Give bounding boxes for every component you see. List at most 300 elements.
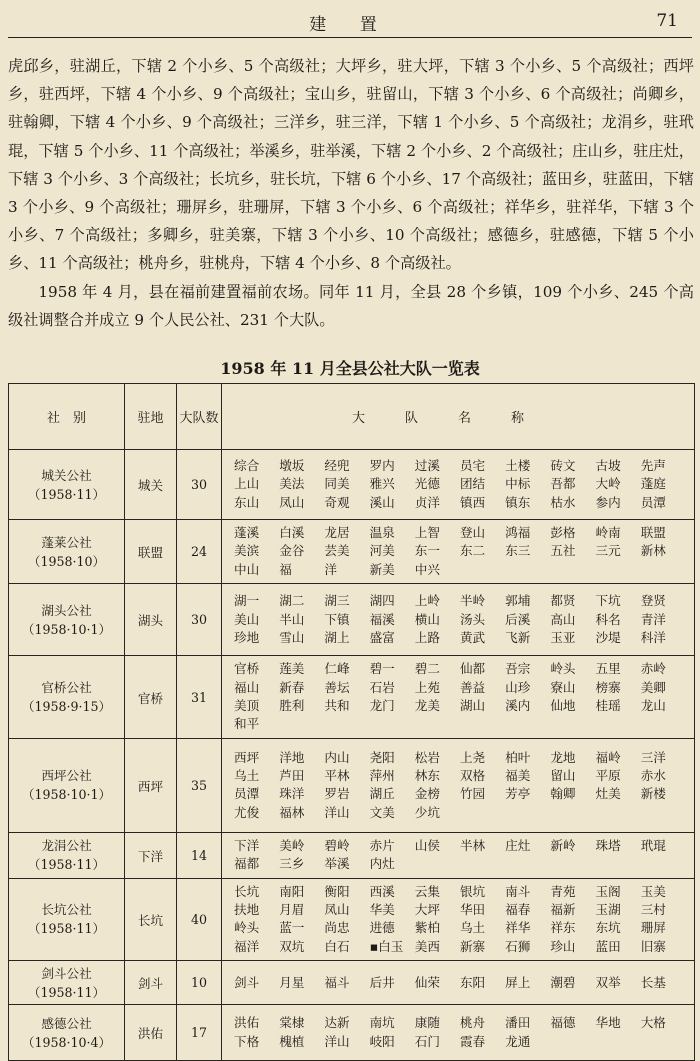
brigade-name: 湖三 bbox=[324, 593, 350, 609]
count-cell: 24 bbox=[177, 520, 222, 584]
brigade-name: 鸿福 bbox=[505, 525, 531, 540]
brigade-name: 云集 bbox=[414, 883, 440, 899]
paragraph: 虎邱乡，驻湖丘，下辖 2 个小乡、5 个高级社；大坪乡，驻大坪，下辖 3 个小乡、5 个高级社；西坪乡，驻西坪，下辖 4 个小乡、9 个高级社；宝山乡，驻留山，下辖 3 个小乡、6 个高级社；尚卿乡，驻翰卿，下辖 4 个小乡、9 个高级社；三洋乡，驻三洋，下辖 1 个小乡、5 个高级社；龙涓乡，驻玳琨，下辖 5 个小乡、11 个高级社；举溪乡，驻举溪，下辖 2 个小乡、2 个高级社；庄山乡，驻庄灶，下辖 3 个小乡、3 个高级社；长坑乡，驻长坑，下辖 6 个小乡、17 个高级社；蓝田乡，驻蓝田，下辖 3 个小乡、9 个高级社；珊屏乡，驻珊屏，下辖 3 个小乡、6 个高级社；祥华乡，驻祥华，下辖 3 个小乡、7 个高级社；多卿乡，驻美寨，下辖 3 个小乡、10 个高级社；感德乡，驻感德，下辖 5 个小乡、11 个高级社；桃舟乡，驻桃舟，下辖 4 个小乡、8 个高级社。 bbox=[8, 57, 694, 273]
brigade-name: 新美 bbox=[369, 561, 395, 577]
brigade-name: 吾宗 bbox=[505, 661, 531, 677]
brigade-table bbox=[8, 383, 695, 1061]
table-row bbox=[9, 961, 695, 1005]
running-title: 建 置 bbox=[309, 15, 391, 35]
brigade-name: 上路 bbox=[414, 629, 440, 645]
brigade-name: 罗内 bbox=[369, 457, 395, 473]
brigade-name: 竹园 bbox=[459, 786, 486, 802]
brigade-name: 平林 bbox=[324, 767, 350, 783]
brigades-cell bbox=[222, 878, 695, 961]
brigade-name: 三洋 bbox=[640, 749, 666, 765]
commune-date: （1958·11） bbox=[27, 921, 106, 937]
brigade-list bbox=[234, 883, 688, 957]
brigade-name: 松岩 bbox=[414, 749, 440, 765]
count-cell: 35 bbox=[177, 738, 222, 832]
brigade-name: 内山 bbox=[324, 749, 350, 765]
table-row bbox=[9, 1005, 695, 1061]
brigade-list bbox=[234, 1014, 688, 1051]
brigade-name: 中山 bbox=[234, 561, 260, 577]
brigade-list bbox=[234, 749, 688, 823]
brigade-name: 福 bbox=[279, 561, 292, 577]
brigade-name: 龙门 bbox=[369, 698, 395, 714]
brigade-name: 珍山 bbox=[550, 938, 576, 954]
seat-cell: 官桥 bbox=[125, 656, 177, 739]
brigade-name: 长坑 bbox=[234, 883, 260, 899]
brigade-name: 棠棣 bbox=[279, 1015, 305, 1031]
brigade-name: 上智 bbox=[414, 525, 440, 540]
commune-cell bbox=[9, 878, 125, 961]
brigade-name: 祥东 bbox=[550, 920, 576, 936]
brigade-name: 碧岭 bbox=[324, 837, 350, 853]
brigade-name: 翰卿 bbox=[550, 786, 576, 802]
brigade-name: 岐阳 bbox=[369, 1033, 395, 1049]
brigade-name: 灶美 bbox=[595, 786, 621, 802]
brigade-name: 银坑 bbox=[459, 883, 486, 899]
brigades-cell bbox=[222, 450, 695, 520]
brigade-name: 善益 bbox=[459, 679, 486, 695]
brigade-name: 下格 bbox=[234, 1033, 260, 1049]
brigade-name: 光德 bbox=[414, 476, 440, 492]
brigade-name: 河美 bbox=[369, 543, 395, 559]
brigade-name: 善坛 bbox=[324, 679, 350, 695]
brigade-name: 西溪 bbox=[369, 883, 395, 899]
brigade-name: 金谷 bbox=[279, 543, 305, 559]
brigade-name: 岭头 bbox=[550, 661, 576, 677]
brigade-name: 大岭 bbox=[595, 476, 621, 492]
brigade-name: 黄武 bbox=[459, 629, 486, 645]
brigade-name: 榜寨 bbox=[595, 679, 621, 695]
brigade-name: 枯水 bbox=[550, 494, 576, 510]
commune-cell bbox=[9, 584, 125, 656]
brigade-name: 奇观 bbox=[324, 494, 350, 510]
brigade-name: 蓬溪 bbox=[234, 525, 260, 540]
brigade-name: 寮山 bbox=[550, 679, 576, 695]
brigade-name: 尤俊 bbox=[234, 804, 260, 820]
brigade-name: 萍州 bbox=[369, 767, 395, 783]
brigade-name: 湖四 bbox=[369, 593, 395, 609]
brigade-name: 赤水 bbox=[640, 767, 666, 783]
brigade-name: 溪内 bbox=[505, 698, 531, 714]
brigade-name: 凤山 bbox=[324, 902, 350, 918]
brigade-name: 白溪 bbox=[279, 525, 305, 540]
brigade-name: 员宅 bbox=[459, 457, 486, 473]
table-row bbox=[9, 450, 695, 520]
brigade-name: 湖丘 bbox=[369, 786, 395, 802]
brigade-name: 仙都 bbox=[459, 661, 486, 677]
brigade-name: 东山 bbox=[234, 494, 260, 510]
commune-cell bbox=[9, 520, 125, 584]
header-count: 大队数 bbox=[177, 384, 222, 450]
brigade-name: 月星 bbox=[279, 974, 305, 990]
commune-date: （1958·10·4） bbox=[21, 1034, 112, 1050]
brigade-name: 雪山 bbox=[279, 629, 305, 645]
brigade-name: 桃舟 bbox=[459, 1015, 486, 1031]
brigade-name: 福洋 bbox=[234, 938, 260, 954]
body-text bbox=[8, 52, 694, 334]
brigade-name: 山珍 bbox=[505, 679, 531, 695]
brigade-name: 同美 bbox=[324, 476, 350, 492]
brigade-name: 青洋 bbox=[640, 611, 666, 627]
brigade-name: 文美 bbox=[369, 804, 395, 820]
commune-cell bbox=[9, 656, 125, 739]
brigade-name: 赤岭 bbox=[640, 661, 666, 677]
brigade-name: 员潭 bbox=[640, 494, 666, 510]
brigade-name: 紫柏 bbox=[414, 920, 440, 936]
header-seat: 驻地 bbox=[125, 384, 177, 450]
brigade-name: 土楼 bbox=[505, 457, 531, 473]
brigade-name: 珠塔 bbox=[595, 837, 621, 853]
brigade-name: 后溪 bbox=[505, 611, 531, 627]
brigade-name: 美卿 bbox=[640, 679, 666, 695]
brigade-name: 先声 bbox=[640, 457, 666, 473]
brigade-name: 乌土 bbox=[459, 920, 486, 936]
brigade-name: 三村 bbox=[640, 902, 666, 918]
brigade-name: 洋 bbox=[324, 561, 337, 577]
brigade-name: 溪山 bbox=[369, 494, 395, 510]
brigade-name: 美法 bbox=[279, 476, 305, 492]
brigade-name: 和平 bbox=[234, 716, 260, 732]
header-rule bbox=[8, 37, 692, 38]
brigade-name: 美山 bbox=[234, 611, 260, 627]
brigade-name: 罗岩 bbox=[324, 786, 350, 802]
table-title: 1958 年 11 月全县公社大队一览表 bbox=[220, 359, 480, 378]
brigade-name: 镇西 bbox=[459, 494, 486, 510]
brigade-name: 华美 bbox=[369, 902, 395, 918]
brigade-name: 康随 bbox=[414, 1015, 440, 1031]
brigade-name: 新楼 bbox=[640, 786, 666, 802]
brigade-name: 柏叶 bbox=[505, 749, 531, 765]
brigade-name: 福岭 bbox=[595, 749, 621, 765]
brigade-name: 登山 bbox=[459, 525, 486, 540]
commune-name: 城关公社 bbox=[41, 467, 92, 483]
brigade-name: 参内 bbox=[595, 494, 621, 510]
commune-cell bbox=[9, 450, 125, 520]
brigade-name: 中标 bbox=[505, 476, 531, 492]
seat-cell: 湖头 bbox=[125, 584, 177, 656]
brigade-name: 举溪 bbox=[324, 856, 350, 872]
brigades-cell bbox=[222, 1005, 695, 1061]
brigade-name: 科名 bbox=[595, 611, 621, 627]
table-row bbox=[9, 738, 695, 832]
brigade-name: 盛富 bbox=[369, 629, 395, 645]
brigade-name: ▪白玉 bbox=[369, 938, 404, 954]
commune-date: （1958·10·1） bbox=[21, 621, 112, 637]
brigade-name: 官桥 bbox=[234, 661, 260, 677]
brigades-cell bbox=[222, 656, 695, 739]
brigade-name: 龙山 bbox=[640, 698, 666, 714]
brigade-list bbox=[234, 974, 688, 992]
table-row bbox=[9, 656, 695, 739]
brigade-name: 南斗 bbox=[505, 883, 531, 899]
brigade-name: 胜利 bbox=[279, 698, 305, 714]
brigade-name: 仙地 bbox=[550, 698, 576, 714]
brigade-name: 飞新 bbox=[505, 629, 531, 645]
commune-cell bbox=[9, 1005, 125, 1061]
brigade-name: 仙荣 bbox=[414, 974, 440, 990]
brigade-name: 珊屏 bbox=[640, 920, 666, 936]
brigade-name: 贞洋 bbox=[414, 494, 440, 510]
brigade-name: 东三 bbox=[505, 543, 531, 559]
brigade-name: 尧阳 bbox=[369, 749, 395, 765]
brigade-name: 白石 bbox=[324, 938, 350, 954]
brigade-name: 石岩 bbox=[369, 679, 395, 695]
brigade-name: 南阳 bbox=[279, 883, 305, 899]
brigade-name: 芦田 bbox=[279, 767, 305, 783]
brigade-name: 汤头 bbox=[459, 611, 486, 627]
brigade-name: 新岭 bbox=[550, 837, 576, 853]
brigade-name: 芳亭 bbox=[505, 786, 531, 802]
brigade-name: 华田 bbox=[459, 902, 486, 918]
commune-name: 西坪公社 bbox=[41, 768, 92, 784]
brigade-name: 珍地 bbox=[234, 629, 260, 645]
seat-cell: 西坪 bbox=[125, 738, 177, 832]
brigade-name: 上苑 bbox=[414, 679, 440, 695]
brigade-name: 三元 bbox=[595, 543, 621, 559]
paragraph: 1958 年 4 月，县在福前建置福前农场。同年 11 月，全县 28 个乡镇，109 个小乡、245 个高级社调整合并成立 9 个人民公社、231 个大队。 bbox=[8, 282, 694, 329]
brigade-name: 大格 bbox=[640, 1015, 666, 1031]
brigade-name: 后井 bbox=[369, 974, 395, 990]
brigade-name: 半岭 bbox=[459, 593, 486, 609]
brigade-name: 美岭 bbox=[279, 837, 305, 853]
seat-cell: 城关 bbox=[125, 450, 177, 520]
brigade-name: 湖山 bbox=[459, 698, 486, 714]
brigade-name: 双举 bbox=[595, 974, 621, 990]
brigade-name: 少坑 bbox=[414, 804, 440, 820]
table-row bbox=[9, 520, 695, 584]
brigade-name: 龙地 bbox=[550, 749, 576, 765]
brigade-name: 华地 bbox=[595, 1015, 621, 1031]
brigades-cell bbox=[222, 520, 695, 584]
brigade-name: 碧一 bbox=[369, 661, 395, 677]
brigade-name: 旧寨 bbox=[640, 938, 666, 954]
brigade-name: 上岭 bbox=[414, 593, 440, 609]
brigade-name: 玳琨 bbox=[640, 837, 666, 853]
table-row bbox=[9, 584, 695, 656]
seat-cell: 剑斗 bbox=[125, 961, 177, 1005]
brigade-name: 员潭 bbox=[234, 786, 260, 802]
commune-name: 长坑公社 bbox=[41, 902, 92, 918]
brigade-name: 美西 bbox=[414, 938, 440, 954]
brigade-name: 联盟 bbox=[640, 525, 666, 540]
brigade-name: 衡阳 bbox=[324, 883, 350, 899]
brigade-name: 新林 bbox=[640, 543, 666, 559]
brigades-cell bbox=[222, 961, 695, 1005]
header-brigades: 大队名称 bbox=[222, 384, 695, 450]
brigade-name: 中兴 bbox=[414, 561, 440, 577]
seat-cell: 联盟 bbox=[125, 520, 177, 584]
brigade-name: 岭南 bbox=[595, 525, 621, 540]
brigade-name: 潘田 bbox=[505, 1015, 531, 1031]
brigade-name: 东二 bbox=[459, 543, 486, 559]
brigade-name: 玉湖 bbox=[595, 902, 621, 918]
commune-date: （1958·11） bbox=[27, 984, 106, 1000]
brigade-name: 上尧 bbox=[459, 749, 486, 765]
brigade-name: 镇东 bbox=[505, 494, 531, 510]
brigade-name: 美滨 bbox=[234, 543, 260, 559]
brigade-name: 石狮 bbox=[505, 938, 531, 954]
brigade-name: 庄灶 bbox=[505, 837, 531, 853]
brigade-name: 新春 bbox=[279, 679, 305, 695]
brigade-name: 龙居 bbox=[324, 525, 350, 540]
brigade-name: 洋山 bbox=[324, 804, 350, 820]
brigade-name: 山侯 bbox=[414, 837, 440, 853]
brigade-name: 下洋 bbox=[234, 837, 260, 853]
brigade-name: 双格 bbox=[459, 767, 486, 783]
count-cell: 30 bbox=[177, 584, 222, 656]
commune-cell bbox=[9, 738, 125, 832]
commune-name: 感德公社 bbox=[41, 1015, 92, 1031]
brigade-name: 扶地 bbox=[234, 902, 260, 918]
brigade-name: 综合 bbox=[234, 457, 260, 473]
brigade-name: 内灶 bbox=[369, 856, 395, 872]
brigade-list bbox=[234, 660, 688, 734]
brigade-name: 石门 bbox=[414, 1033, 440, 1049]
brigade-name: 福山 bbox=[234, 679, 260, 695]
brigade-name: 蓬庭 bbox=[640, 476, 666, 492]
brigade-name: 上山 bbox=[234, 476, 260, 492]
brigade-name: 横山 bbox=[414, 611, 440, 627]
brigade-name: 林东 bbox=[414, 767, 440, 783]
brigade-name: 洋山 bbox=[324, 1033, 350, 1049]
commune-name: 龙涓公社 bbox=[41, 838, 92, 854]
brigade-name: 平原 bbox=[595, 767, 621, 783]
brigade-name: 屏上 bbox=[505, 974, 531, 990]
brigade-name: 下坑 bbox=[595, 593, 621, 609]
brigade-name: 珠洋 bbox=[279, 786, 305, 802]
brigade-name: 长基 bbox=[640, 974, 666, 990]
commune-cell bbox=[9, 832, 125, 878]
commune-date: （1958·9·15） bbox=[21, 699, 112, 715]
brigade-name: 桂瑶 bbox=[595, 698, 621, 714]
brigade-name: 福美 bbox=[505, 767, 531, 783]
brigade-name: 碧二 bbox=[414, 661, 440, 677]
count-cell: 30 bbox=[177, 450, 222, 520]
brigade-name: 墩坂 bbox=[279, 457, 305, 473]
brigade-name: 玉美 bbox=[640, 883, 666, 899]
brigade-name: 经兜 bbox=[324, 457, 350, 473]
brigade-name: 西坪 bbox=[234, 749, 260, 765]
table-header-row bbox=[9, 384, 695, 450]
brigade-name: 玉阁 bbox=[595, 883, 621, 899]
brigade-name: 乌土 bbox=[234, 767, 260, 783]
brigade-name: 南坑 bbox=[369, 1015, 395, 1031]
commune-date: （1958·10） bbox=[27, 553, 106, 569]
brigade-name: 尚忠 bbox=[324, 920, 350, 936]
brigade-name: 芸美 bbox=[324, 543, 350, 559]
brigade-name: 共和 bbox=[324, 698, 350, 714]
brigades-cell bbox=[222, 738, 695, 832]
brigade-list bbox=[234, 457, 688, 512]
brigade-name: 龙美 bbox=[414, 698, 440, 714]
brigade-name: 湖上 bbox=[324, 629, 350, 645]
brigade-name: 蓝田 bbox=[595, 938, 621, 954]
brigade-name: 湖一 bbox=[234, 593, 260, 609]
brigade-name: 剑斗 bbox=[234, 974, 260, 990]
brigade-name: 郭埔 bbox=[505, 593, 531, 609]
brigade-name: 东坑 bbox=[595, 920, 621, 936]
table-body bbox=[9, 450, 695, 1061]
brigade-name: 温泉 bbox=[369, 525, 395, 540]
brigade-list bbox=[234, 837, 688, 874]
brigade-name: 五社 bbox=[550, 543, 576, 559]
brigade-name: 五里 bbox=[595, 661, 621, 677]
commune-name: 官桥公社 bbox=[41, 680, 92, 696]
seat-cell: 下洋 bbox=[125, 832, 177, 878]
brigade-name: 凤山 bbox=[279, 494, 305, 510]
brigade-name: 福林 bbox=[279, 804, 305, 820]
brigade-name: 达新 bbox=[324, 1015, 350, 1031]
brigade-name: 团结 bbox=[459, 476, 486, 492]
count-cell: 40 bbox=[177, 878, 222, 961]
commune-name: 蓬莱公社 bbox=[41, 534, 92, 550]
count-cell: 17 bbox=[177, 1005, 222, 1061]
commune-date: （1958·10·1） bbox=[21, 787, 112, 803]
brigade-name: 古坡 bbox=[595, 457, 621, 473]
brigade-name: 科洋 bbox=[640, 629, 666, 645]
brigade-name: 进德 bbox=[369, 920, 395, 936]
brigade-name: 福春 bbox=[505, 902, 531, 918]
brigade-name: 玉亚 bbox=[550, 629, 576, 645]
brigade-name: 东阳 bbox=[459, 974, 486, 990]
brigade-name: 祥华 bbox=[505, 920, 531, 936]
brigade-name: 福溪 bbox=[369, 611, 395, 627]
commune-name: 湖头公社 bbox=[41, 602, 92, 618]
brigade-name: 霞春 bbox=[459, 1033, 486, 1049]
header-commune: 社 别 bbox=[9, 384, 125, 450]
brigade-name: 美顶 bbox=[234, 698, 260, 714]
brigade-name: 新寨 bbox=[459, 938, 486, 954]
brigades-cell bbox=[222, 832, 695, 878]
brigade-name: 仁峰 bbox=[324, 661, 350, 677]
commune-cell bbox=[9, 961, 125, 1005]
commune-date: （1958·11） bbox=[27, 486, 106, 502]
brigade-name: 留山 bbox=[550, 767, 576, 783]
brigade-name: 三乡 bbox=[279, 856, 305, 872]
brigade-name: 过溪 bbox=[414, 457, 440, 473]
brigade-name: 沙堤 bbox=[595, 629, 621, 645]
brigade-name: 半山 bbox=[279, 611, 305, 627]
brigade-list bbox=[234, 592, 688, 647]
seat-cell: 洪佑 bbox=[125, 1005, 177, 1061]
brigade-name: 高山 bbox=[550, 611, 576, 627]
brigade-name: 月眉 bbox=[279, 902, 305, 918]
brigade-name: 福斗 bbox=[324, 974, 350, 990]
brigade-name: 金榜 bbox=[414, 786, 440, 802]
brigade-name: 湖二 bbox=[279, 593, 305, 609]
brigade-name: 福德 bbox=[550, 1015, 576, 1031]
brigade-name: 槐植 bbox=[279, 1033, 305, 1049]
brigade-name: 龙通 bbox=[505, 1033, 531, 1049]
count-cell: 14 bbox=[177, 832, 222, 878]
brigade-name: 都贤 bbox=[550, 593, 576, 609]
table-row bbox=[9, 832, 695, 878]
brigade-name: 砖文 bbox=[550, 457, 576, 473]
brigade-name: 潮碧 bbox=[550, 974, 576, 990]
brigade-name: 岭头 bbox=[234, 920, 260, 936]
brigade-name: 东一 bbox=[414, 543, 440, 559]
brigade-name: 登贤 bbox=[640, 593, 666, 609]
brigade-list bbox=[234, 524, 688, 579]
commune-date: （1958·11） bbox=[27, 857, 106, 873]
page-header bbox=[0, 0, 700, 38]
brigade-name: 吾都 bbox=[550, 476, 576, 492]
count-cell: 10 bbox=[177, 961, 222, 1005]
brigade-name: 雅兴 bbox=[369, 476, 395, 492]
